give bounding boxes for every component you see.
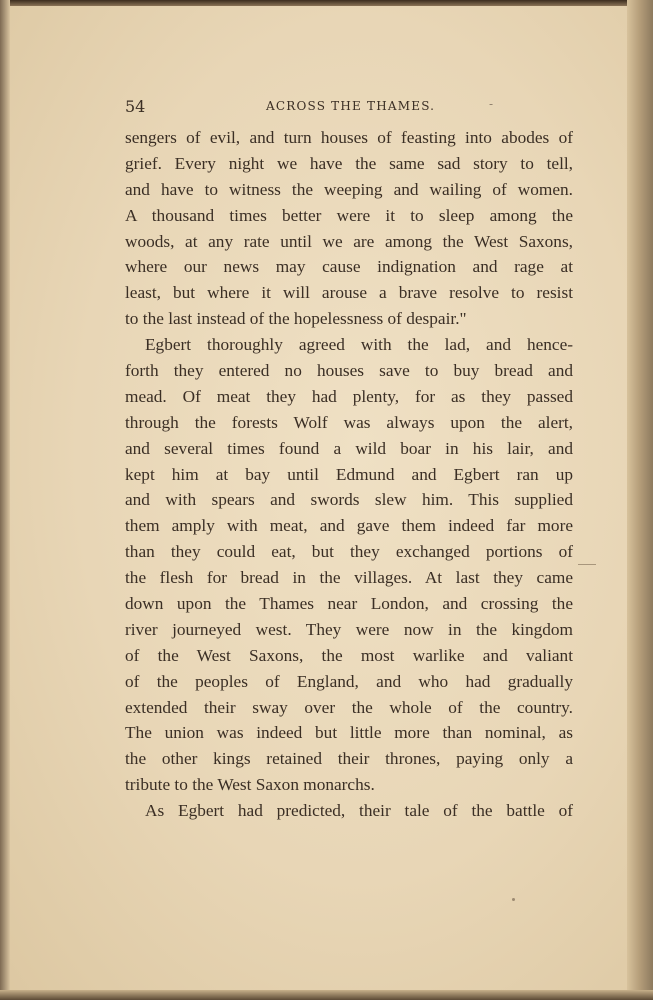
text-line: of the West Saxons, the most warlike and valiant	[125, 645, 573, 665]
text-line: The union was indeed but little more than nominal, as	[125, 723, 573, 743]
text-line: kept him at bay until Edmund and Egbert ran up	[125, 464, 573, 484]
text-line: A thousand times better were it to sleep among the	[125, 205, 573, 225]
text-line: least, but where it will arouse a brave resolve to resist	[125, 283, 573, 303]
text-line: the other kings retained their thrones, paying only a	[125, 749, 573, 769]
text-line: forth they entered no houses save to buy bread and	[125, 361, 573, 381]
body-text	[125, 125, 573, 824]
text-line: extended their sway over the whole of the country.	[125, 697, 573, 717]
header-mark: -	[489, 97, 494, 111]
page-number: 54	[125, 97, 146, 116]
text-line: woods, at any rate until we are among the West Saxons,	[125, 231, 573, 251]
page-right-edge	[627, 0, 653, 1000]
text-line: tribute to the West Saxon monarchs.	[125, 775, 375, 795]
text-line: them amply with meat, and gave them indeed far more	[125, 516, 573, 536]
text-line: river journeyed west. They were now in the kingdom	[125, 619, 573, 639]
text-line: the flesh for bread in the villages. At last they came	[125, 568, 573, 588]
text-line: and with spears and swords slew him. This supplied	[125, 490, 573, 510]
running-head: ACROSS THE THAMES.	[266, 99, 436, 113]
text-line: sengers of evil, and turn houses of feasting into abodes of	[125, 128, 573, 147]
text-line: Egbert thoroughly agreed with the lad, and hence-	[145, 335, 573, 355]
text-line: where our news may cause indignation and rage at	[125, 257, 573, 277]
paper-speck	[512, 898, 515, 901]
text-line: than they could eat, but they exchanged portions of	[125, 542, 573, 562]
text-line: through the forests Wolf was always upon the alert,	[125, 412, 573, 432]
text-line: As Egbert had predicted, their tale of the battle of	[145, 801, 573, 821]
text-line: down upon the Thames near London, and crossing the	[125, 594, 573, 614]
text-line: mead. Of meat they had plenty, for as they passed	[125, 386, 573, 406]
margin-dash	[578, 564, 596, 565]
page-bottom-edge	[0, 990, 653, 1000]
text-line: of the peoples of England, and who had gradually	[125, 671, 573, 691]
text-line: and have to witness the weeping and wailing of women.	[125, 179, 573, 199]
text-line: grief. Every night we have the same sad story to tell,	[125, 153, 573, 173]
text-line: to the last instead of the hopelessness of despair."	[125, 309, 467, 329]
page-header	[125, 97, 573, 119]
page-top-edge	[0, 0, 653, 6]
page-left-edge	[0, 0, 10, 1000]
text-line: and several times found a wild boar in his lair, and	[125, 438, 573, 458]
